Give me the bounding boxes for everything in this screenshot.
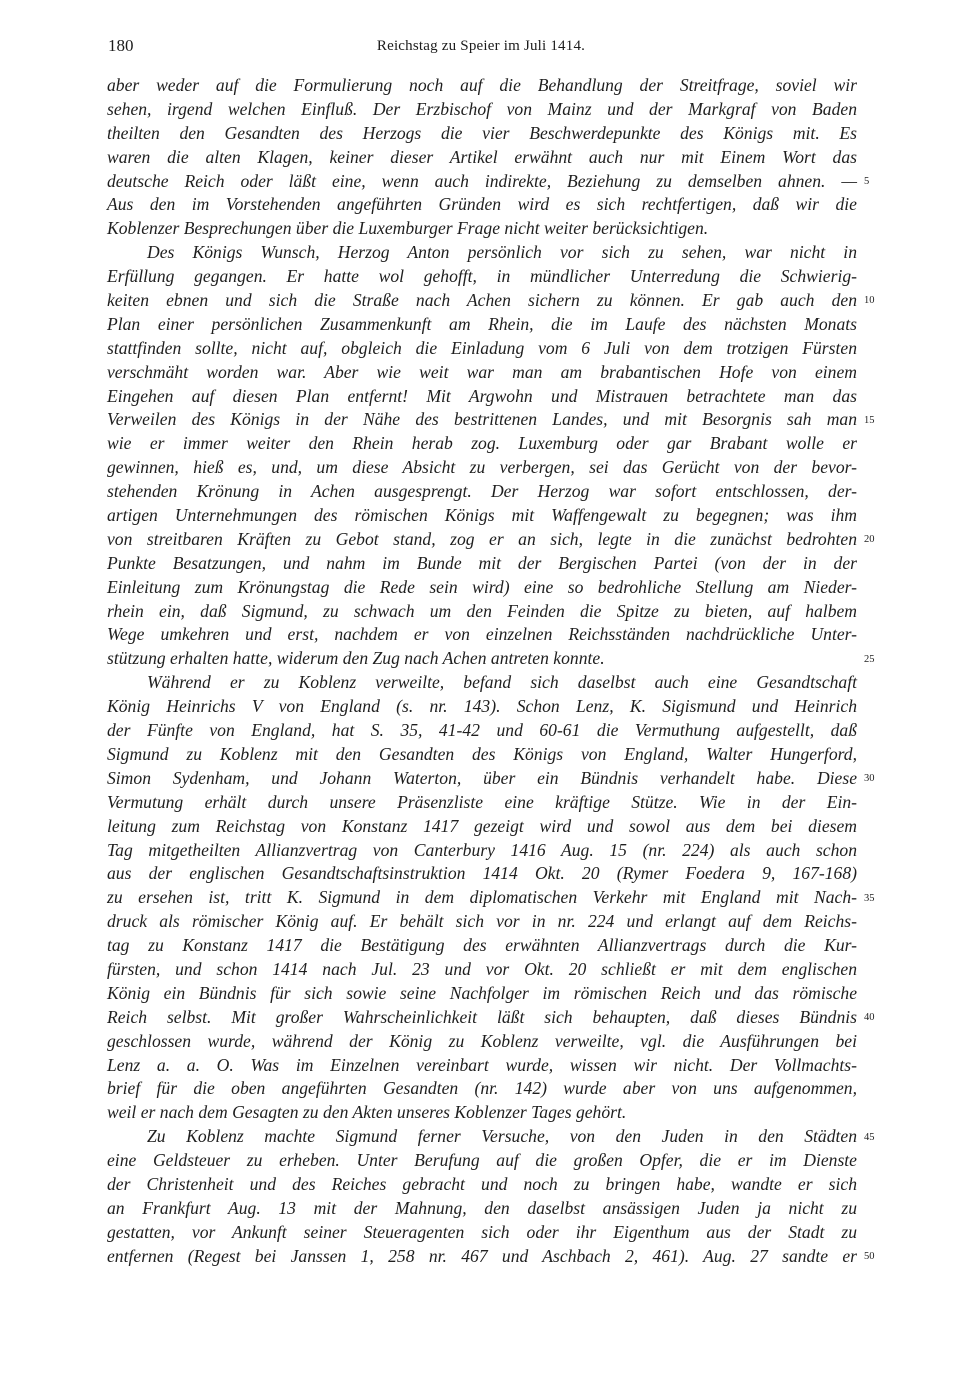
line-number-marker: 45 [864,1131,875,1143]
page-header [108,36,854,60]
line-number-marker: 10 [864,295,875,307]
text-line: sehen, irgend welchen Einfluß. Der Erzbischof von Mainz und der Markgraf von Baden [107,98,857,119]
text-line: stehenden Krönung in Achen ausgesprengt. Der Herzog war sofort entschlossen, der- [107,481,857,502]
text-line: geschlossen wurde, während der König zu Koblenz verweilte, vgl. die Ausführungen bei [107,1030,857,1051]
text-line: Verweilen des Königs in der Nähe des bestrittenen Landes, und mit Besorgnis sah man [107,409,857,430]
text-line: stützung erhalten hatte, widerum den Zug nach Achen antreten konnte. [107,648,605,669]
text-line: zu ersehen ist, tritt K. Sigmund in dem diplomatischen Verkehr mit England mit Nach- [107,887,857,908]
text-line: gewinnen, hieß es, und, um diese Absicht zu verbergen, sei das Gerücht von der bevor- [107,457,857,478]
text-line: theilten den Gesandten des Herzogs die vier Beschwerdepunkte des Königs mit. Es [107,122,857,143]
line-number-marker: 25 [864,653,875,665]
text-line: Einleitung zum Krönungstag die Rede sein wird) eine so bedrohliche Stellung am Nieder- [107,576,857,597]
text-line: Reich selbst. Mit großer Wahrscheinlichkeit läßt sich behaupten, daß dieses Bündnis [107,1006,857,1027]
text-line: Vermutung erhält durch unsere Präsenzliste eine kräftige Stütze. Wie in der Ein- [107,791,857,812]
text-line: rhein ein, daß Sigmund, zu schwach um den Feinden die Spitze zu bieten, auf halbem [107,600,857,621]
line-number-marker: 50 [864,1251,875,1263]
text-line: wie er immer weiter den Rhein herab zog. Luxemburg oder gar Brabant wolle er [107,433,857,454]
line-number-marker: 15 [864,414,875,426]
text-line: Des Königs Wunsch, Herzog Anton persönlich vor sich zu sehen, war nicht in [147,242,857,263]
text-line: Punkte Besatzungen, und nahm im Bunde mit der Bergischen Partei (von der in der [107,552,857,573]
text-line: Aus den im Vorstehenden angeführten Gründen wird es sich rechtfertigen, daß wir die [107,194,857,215]
text-line: Lenz a. a. O. Was im Einzelnen vereinbart wurde, wissen wir nicht. Der Vollmachts- [107,1054,857,1075]
text-line: Zu Koblenz machte Sigmund ferner Versuche, von den Juden in den Städten [147,1126,857,1147]
text-line: entfernen (Regest bei Janssen 1, 258 nr. 467 und Aschbach 2, 461). Aug. 27 sandte er [107,1245,857,1266]
text-line: an Frankfurt Aug. 13 mit der Mahnung, den daselbst ansässigen Juden ja nicht zu [107,1197,857,1218]
text-line: waren die alten Klagen, keiner dieser Artikel erwähnt auch nur mit Einem Wort das [107,146,857,167]
text-line: stattfinden sollte, nicht auf, obgleich die Einladung vom 6 Juli von dem trotzigen Fürsten [107,337,857,358]
text-line: verschmäht worden war. Aber wie weit war man am brabantischen Hofe von einem [107,361,857,382]
text-line: der Fünfte von England, hat S. 35, 41-42 und 60-61 die Vermuthung aufgestellt, daß [107,720,857,741]
line-number-marker: 30 [864,773,875,785]
text-line: gestatten, vor Ankunft seiner Steueragenten sich oder ihr Eigenthum aus der Stadt zu [107,1221,857,1242]
text-line: Wege umkehren und erst, nachdem er von einzelnen Reichsständen nachdrückliche Unter- [107,624,857,645]
text-line: der Christenheit und des Reiches gebracht und noch zu bringen habe, wandte er sich [107,1173,857,1194]
text-line: weil er nach dem Gesagten zu den Akten unseres Koblenzer Tages gehört. [107,1102,627,1123]
line-number-marker: 5 [864,175,870,187]
text-line: aus der englischen Gesandtschaftsinstruktion 1414 Okt. 20 (Rymer Foedera 9, 167-168) [107,863,857,884]
text-line: aber weder auf die Formulierung noch auf die Behandlung der Streitfrage, soviel wir [107,75,857,95]
text-line: eine Geldsteuer zu erheben. Unter Berufung auf die großen Opfer, die er im Dienste [107,1150,857,1171]
text-line: Tag mitgetheilten Allianzvertrag von Canterbury 1416 Aug. 15 (nr. 224) als auch schon [107,839,857,860]
text-line: tag zu Konstanz 1417 die Bestätigung des erwähnten Allianzvertrags durch die Kur- [107,935,857,956]
text-line: artigen Unternehmungen des römischen Königs mit Waffengewalt zu begegnen; was ihm [107,505,857,526]
text-line: keiten ebnen und sich die Straße nach Achen sichern zu können. Er gab auch den [107,290,857,311]
line-number-marker: 40 [864,1012,875,1024]
text-line: Koblenzer Besprechungen über die Luxemburger Frage nicht weiter berücksichtigen. [107,218,709,239]
text-line: leitung zum Reichstag von Konstanz 1417 gezeigt wird und sowol aus dem bei diesem [107,815,857,836]
text-line: Erfüllung gegangen. Er hatte wol gehofft, in mündlicher Unterredung die Schwierig- [107,266,857,287]
text-line: deutsche Reich oder läßt eine, wenn auch indirekte, Beziehung zu demselben ahnen. — [107,170,857,191]
line-number-marker: 35 [864,892,875,904]
text-line: brief für die oben angeführten Gesandten (nr. 142) wurde aber von uns aufgenommen, [107,1078,857,1099]
line-number-marker: 20 [864,534,875,546]
text-line: Während er zu Koblenz verweilte, befand sich daselbst auch eine Gesandtschaft [147,672,857,693]
body-text [107,74,857,1269]
text-line: fürsten, und schon 1414 nach Jul. 23 und vor Okt. 20 schließt er mit dem englischen [107,958,857,979]
running-title: Reichstag zu Speier im Juli 1414. [376,38,586,54]
text-line: König Heinrichs V von England (s. nr. 143). Schon Lenz, K. Sigismund und Heinrich [107,696,857,717]
text-line: Simon Sydenham, und Johann Waterton, über ein Bündnis verhandelt habe. Diese [107,767,857,788]
text-line: Eingehen auf diesen Plan entfernt! Mit Argwohn und Mistrauen betrachtete man das [107,385,857,406]
text-line: von streitbaren Kräften zu Gebot stand, zog er an sich, legte in die zunächst bedrohten [107,528,857,549]
text-line: Sigmund zu Koblenz mit den Gesandten des Königs von England, Walter Hungerford, [107,743,857,764]
page-number: 180 [108,36,134,55]
text-line: König ein Bündnis für sich sowie seine Nachfolger im römischen Reich und das römische [107,982,857,1003]
text-line: Plan einer persönlichen Zusammenkunft am Rhein, die im Laufe des nächsten Monats [107,313,857,334]
text-line: druck als römischer König auf. Er behält sich vor in nr. 224 und erlangt auf dem Reichs- [107,911,857,932]
